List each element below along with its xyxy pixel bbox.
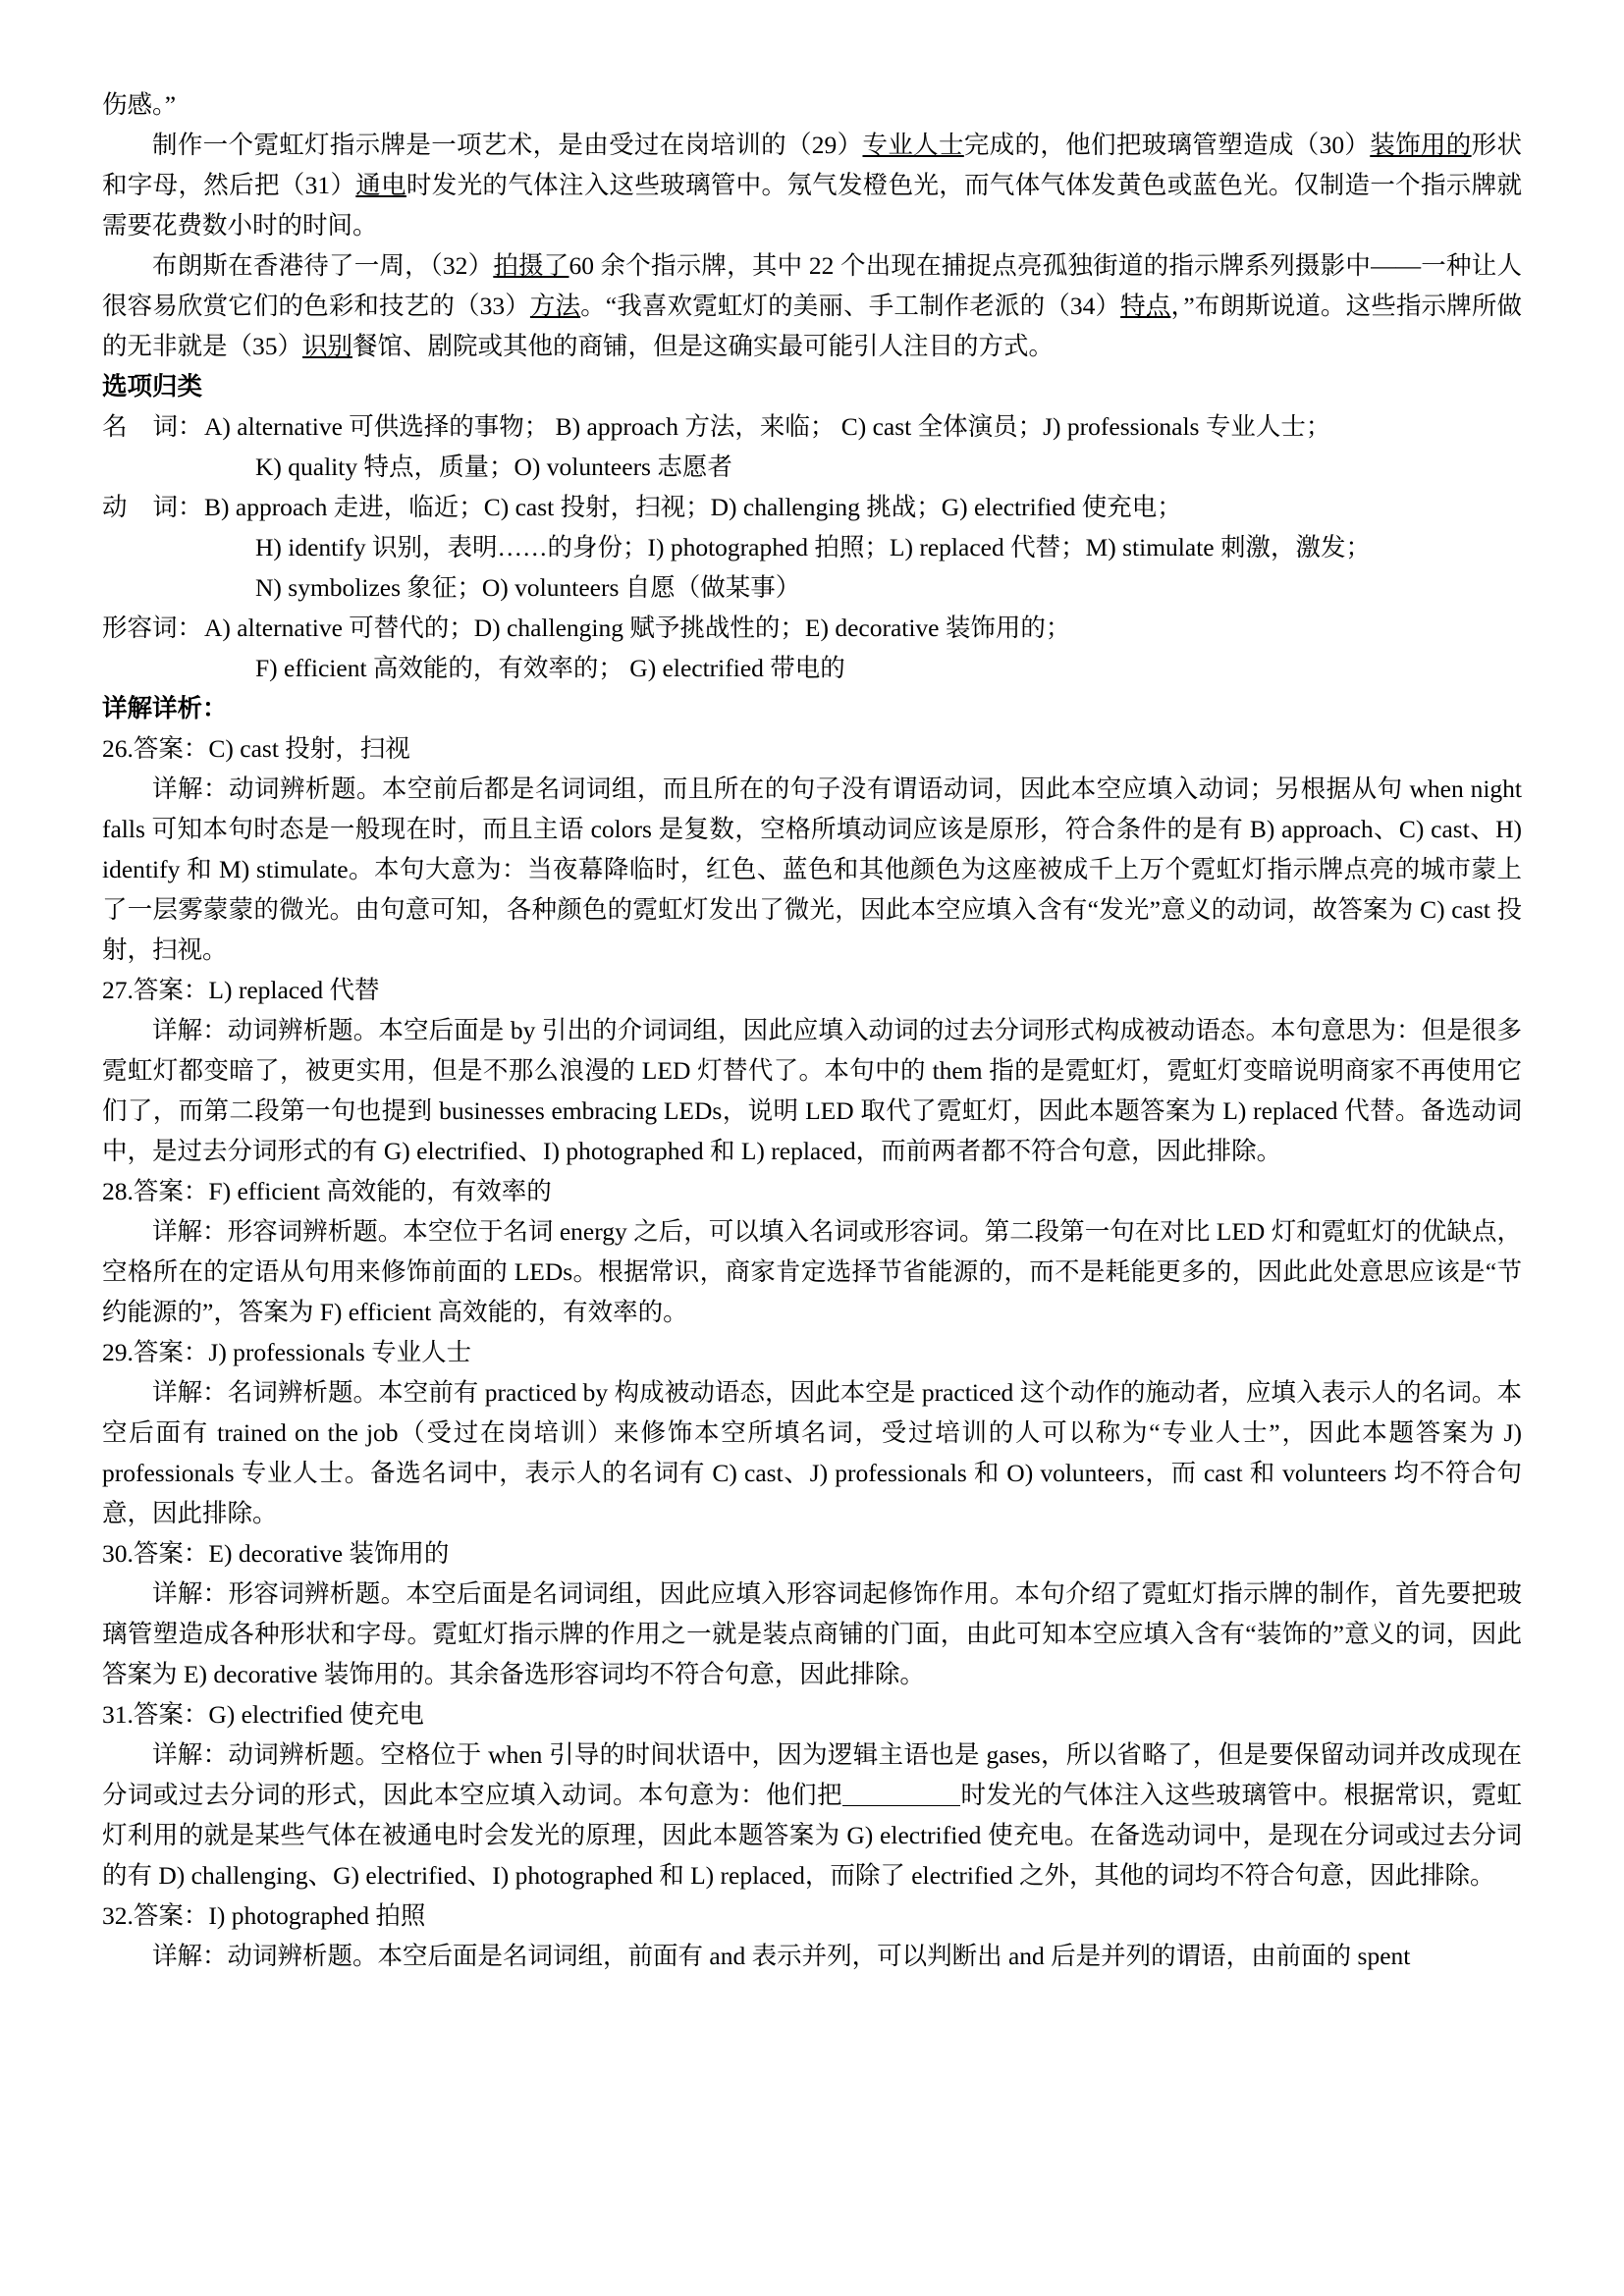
detail-text: 形容词辨析题。本空后面是名词词组，因此应填入形容词起修饰作用。本句介绍了霓虹灯指示牌的制作，首先要把玻璃管塑造成各种形状和字母。霓虹灯指示牌的作用之一就是装点商铺的门面，由此可知本空应填入含有“装饰的”意义的词，因此答案为 E) decorative 装饰用的。其余备选形容词均不符合句意，因此排除。 xyxy=(102,1579,1522,1688)
category-label-verbs xyxy=(102,487,204,527)
category-label-nouns xyxy=(102,406,204,447)
answer-label: 答案： xyxy=(133,1700,209,1729)
category-label-part1: 名 xyxy=(102,412,128,441)
answer-line-32 xyxy=(102,1896,1522,1936)
item-number: 26. xyxy=(102,734,134,763)
detail-block-29 xyxy=(102,1372,1522,1533)
detail-label: 详解： xyxy=(152,1217,228,1246)
text-segment: 制作一个霓虹灯指示牌是一项艺术，是由受过在岗培训的（29） xyxy=(152,131,863,159)
text-segment: 。“我喜欢霓虹灯的美丽、手工制作老派的（34） xyxy=(580,292,1121,320)
detail-text: 动词辨析题。本空后面是 by 引出的介词词组，因此应填入动词的过去分词形式构成被动语态。本句意思为：但是很多霓虹灯都变暗了，被更实用，但是不那么浪漫的 LED 灯替代了。本句中的 them 指的是霓虹灯，霓虹灯变暗说明商家不再使用它们了，而第二段第一句也提到 businesses embracing LEDs，说明 LED 取代了霓虹灯，因此本题答案为 L) replaced 代替。备选动词中，是过去分词形式的有 G) electrified、I) photographed 和 L) replaced，而前两者都不符合句意，因此排除。 xyxy=(102,1016,1522,1165)
detail-label: 详解： xyxy=(152,774,229,803)
answer-text: J) professionals 专业人士 xyxy=(208,1338,472,1366)
text-segment: 形状和字母，然后把（31） xyxy=(102,131,1522,199)
category-label-part2: 词 xyxy=(152,614,178,642)
answer-text: E) decorative 装饰用的 xyxy=(208,1539,450,1568)
category-line: A) alternative 可替代的；D) challenging 赋予挑战性的；E) decorative 装饰用的； xyxy=(204,614,1071,642)
detail-label: 详解： xyxy=(152,1942,228,1970)
category-line: B) approach 走进，临近；C) cast 投射，扫视；D) challenging 挑战；G) electrified 使充电； xyxy=(204,493,1182,521)
category-body-adjectives xyxy=(204,608,1522,688)
category-line: N) symbolizes 象征；O) volunteers 自愿（做某事） xyxy=(255,573,801,602)
answer-line-29 xyxy=(102,1332,1522,1372)
paragraph-brownes-hk xyxy=(102,245,1522,366)
blank-answer-33: 方法 xyxy=(529,292,581,320)
category-row-verbs xyxy=(102,487,1522,608)
detail-label: 详解： xyxy=(152,1378,228,1407)
blank-answer-32: 拍摄了 xyxy=(493,251,569,280)
answer-line-31 xyxy=(102,1694,1522,1735)
item-number: 32. xyxy=(102,1901,134,1930)
text-segment: 布朗斯在香港待了一周，（32） xyxy=(152,251,494,280)
detail-text: 形容词辨析题。本空位于名词 energy 之后，可以填入名词或形容词。第二段第一句在对比 LED 灯和霓虹灯的优缺点，空格所在的定语从句用来修饰前面的 LEDs。根据常识，商家肯定选择节省能源的，而不是耗能更多的，因此此处意思应该是“节约能源的”，答案为 F) efficient 高效能的，有效率的。 xyxy=(102,1217,1522,1326)
category-row-adjectives xyxy=(102,608,1522,688)
detail-label: 详解： xyxy=(152,1016,228,1044)
detail-text-before-blank: 动词辨析题。空格位于 when 引导的时间状语中，因为逻辑主语也是 gases，所以省略了，但是要保留动词并改成现在分词或过去分词的形式，因此本空应填入动词。本句意为：他们把 xyxy=(102,1740,1522,1809)
item-number: 27. xyxy=(102,976,134,1004)
answer-text: G) electrified 使充电 xyxy=(208,1700,424,1729)
item-number: 29. xyxy=(102,1338,134,1366)
category-label-suffix: ： xyxy=(178,493,203,521)
detail-block-32 xyxy=(102,1936,1522,1976)
detail-block-28 xyxy=(102,1211,1522,1332)
answer-line-28 xyxy=(102,1171,1522,1211)
blank-answer-29: 专业人士 xyxy=(862,131,964,159)
detail-block-27 xyxy=(102,1010,1522,1171)
answer-line-30 xyxy=(102,1533,1522,1574)
answer-label: 答案： xyxy=(133,1901,209,1930)
detail-block-31 xyxy=(102,1735,1522,1896)
category-line: H) identify 识别，表明……的身份；I) photographed 拍照；L) replaced 代替；M) stimulate 刺激，激发； xyxy=(255,533,1371,561)
answer-label: 答案： xyxy=(133,1177,209,1205)
detail-text: 名词辨析题。本空前有 practiced by 构成被动语态，因此本空是 practiced 这个动作的施动者，应填入表示人的名词。本空后面有 trained on the job（受过在岗培训）来修饰本空所填名词，受过培训的人可以称为“专业人士”，因此本题答案为 J) professionals 专业人士。备选名词中，表示人的名词有 C) cast、J) professionals 和 O) volunteers，而 cast 和 volunteers 均不符合句意，因此排除。 xyxy=(102,1378,1522,1527)
answer-text: L) replaced 代替 xyxy=(208,976,380,1004)
answer-text: I) photographed 拍照 xyxy=(208,1901,426,1930)
top-fragment: 伤感。” xyxy=(102,90,177,119)
detail-block-30 xyxy=(102,1574,1522,1694)
category-label-part2: 词 xyxy=(152,493,179,521)
analysis-heading: 详解详析： xyxy=(102,694,228,722)
detail-text: 动词辨析题。本空前后都是名词词组，而且所在的句子没有谓语动词，因此本空应填入动词；另根据从句 when night falls 可知本句时态是一般现在时，而且主语 colors 是复数，空格所填动词应该是原形，符合条件的是有 B) approach、C) cast、H) identify 和 M) stimulate。本句大意为：当夜幕降临时，红色、蓝色和其他颜色为这座被成千上万个霓虹灯指示牌点亮的城市蒙上了一层雾蒙蒙的微光。由句意可知，各种颜色的霓虹灯发出了微光，因此本空应填入含有“发光”意义的动词，故答案为 C) cast 投射，扫视。 xyxy=(102,774,1522,964)
answer-label: 答案： xyxy=(133,734,209,763)
text-segment: 时发光的气体注入这些玻璃管中。氖气发橙色光，而气体气体发黄色或蓝色光。仅制造一个指示牌就需要花费数小时的时间。 xyxy=(102,171,1522,240)
item-number: 28. xyxy=(102,1177,134,1205)
blank-answer-30: 装饰用的 xyxy=(1370,131,1472,159)
answer-line-27 xyxy=(102,970,1522,1010)
category-label-part1: 形容 xyxy=(102,614,153,642)
paragraph-neon-making xyxy=(102,125,1522,245)
answer-text: F) efficient 高效能的，有效率的 xyxy=(208,1177,552,1205)
category-row-nouns xyxy=(102,406,1522,487)
detail-block-26 xyxy=(102,769,1522,970)
text-segment: 餐馆、剧院或其他的商铺，但是这确实最可能引人注目的方式。 xyxy=(352,332,1055,360)
category-body-verbs xyxy=(204,487,1522,608)
detail-text: 动词辨析题。本空后面是名词词组，前面有 and 表示并列，可以判断出 and 后是并列的谓语，由前面的 spent xyxy=(227,1942,1411,1970)
item-number: 31. xyxy=(102,1700,134,1729)
text-segment: 完成的，他们把玻璃管塑造成（30） xyxy=(963,131,1371,159)
answer-text: C) cast 投射，扫视 xyxy=(208,734,410,763)
category-label-suffix: ： xyxy=(177,614,203,642)
answer-label: 答案： xyxy=(133,1539,209,1568)
category-label-part2: 词 xyxy=(152,412,179,441)
inline-blank xyxy=(842,1805,960,1806)
detail-label: 详解： xyxy=(152,1740,229,1769)
category-label-adjectives xyxy=(102,608,204,648)
category-body-nouns xyxy=(204,406,1522,487)
answer-label: 答案： xyxy=(133,1338,209,1366)
blank-answer-35: 识别 xyxy=(302,332,353,360)
blank-answer-31: 通电 xyxy=(355,171,406,199)
category-line: F) efficient 高效能的，有效率的； G) electrified 带电的 xyxy=(255,654,845,682)
category-label-part1: 动 xyxy=(102,493,128,521)
detail-text-after-blank: 时发光的气体注入这些玻璃管中。根据常识，霓虹灯利用的就是某些气体在被通电时会发光的原理，因此本题答案为 G) electrified 使充电。在备选动词中，是现在分词或过去分词的有 D) challenging、G) electrified、I) photographed 和 L) replaced，而除了 electrified 之外，其他的词均不符合句意，因此排除。 xyxy=(102,1781,1522,1890)
item-number: 30. xyxy=(102,1539,134,1568)
options-heading: 选项归类 xyxy=(102,372,203,400)
answer-label: 答案： xyxy=(133,976,209,1004)
category-label-suffix: ： xyxy=(178,412,203,441)
blank-answer-34: 特点 xyxy=(1120,292,1171,320)
category-line: K) quality 特点，质量；O) volunteers 志愿者 xyxy=(255,453,732,481)
detail-label: 详解： xyxy=(152,1579,229,1608)
text-segment: ，”布朗斯说道。这些指示牌所做的无非就是（35） xyxy=(102,292,1522,360)
answer-line-26 xyxy=(102,728,1522,769)
text-segment: 60 余个指示牌，其中 22 个出现在捕捉点亮孤独街道的指示牌系列摄影中——一种让人很容易欣赏它们的色彩和技艺的（33） xyxy=(102,251,1522,320)
category-line: A) alternative 可供选择的事物； B) approach 方法，来临； C) cast 全体演员；J) professionals 专业人士； xyxy=(204,412,1331,441)
